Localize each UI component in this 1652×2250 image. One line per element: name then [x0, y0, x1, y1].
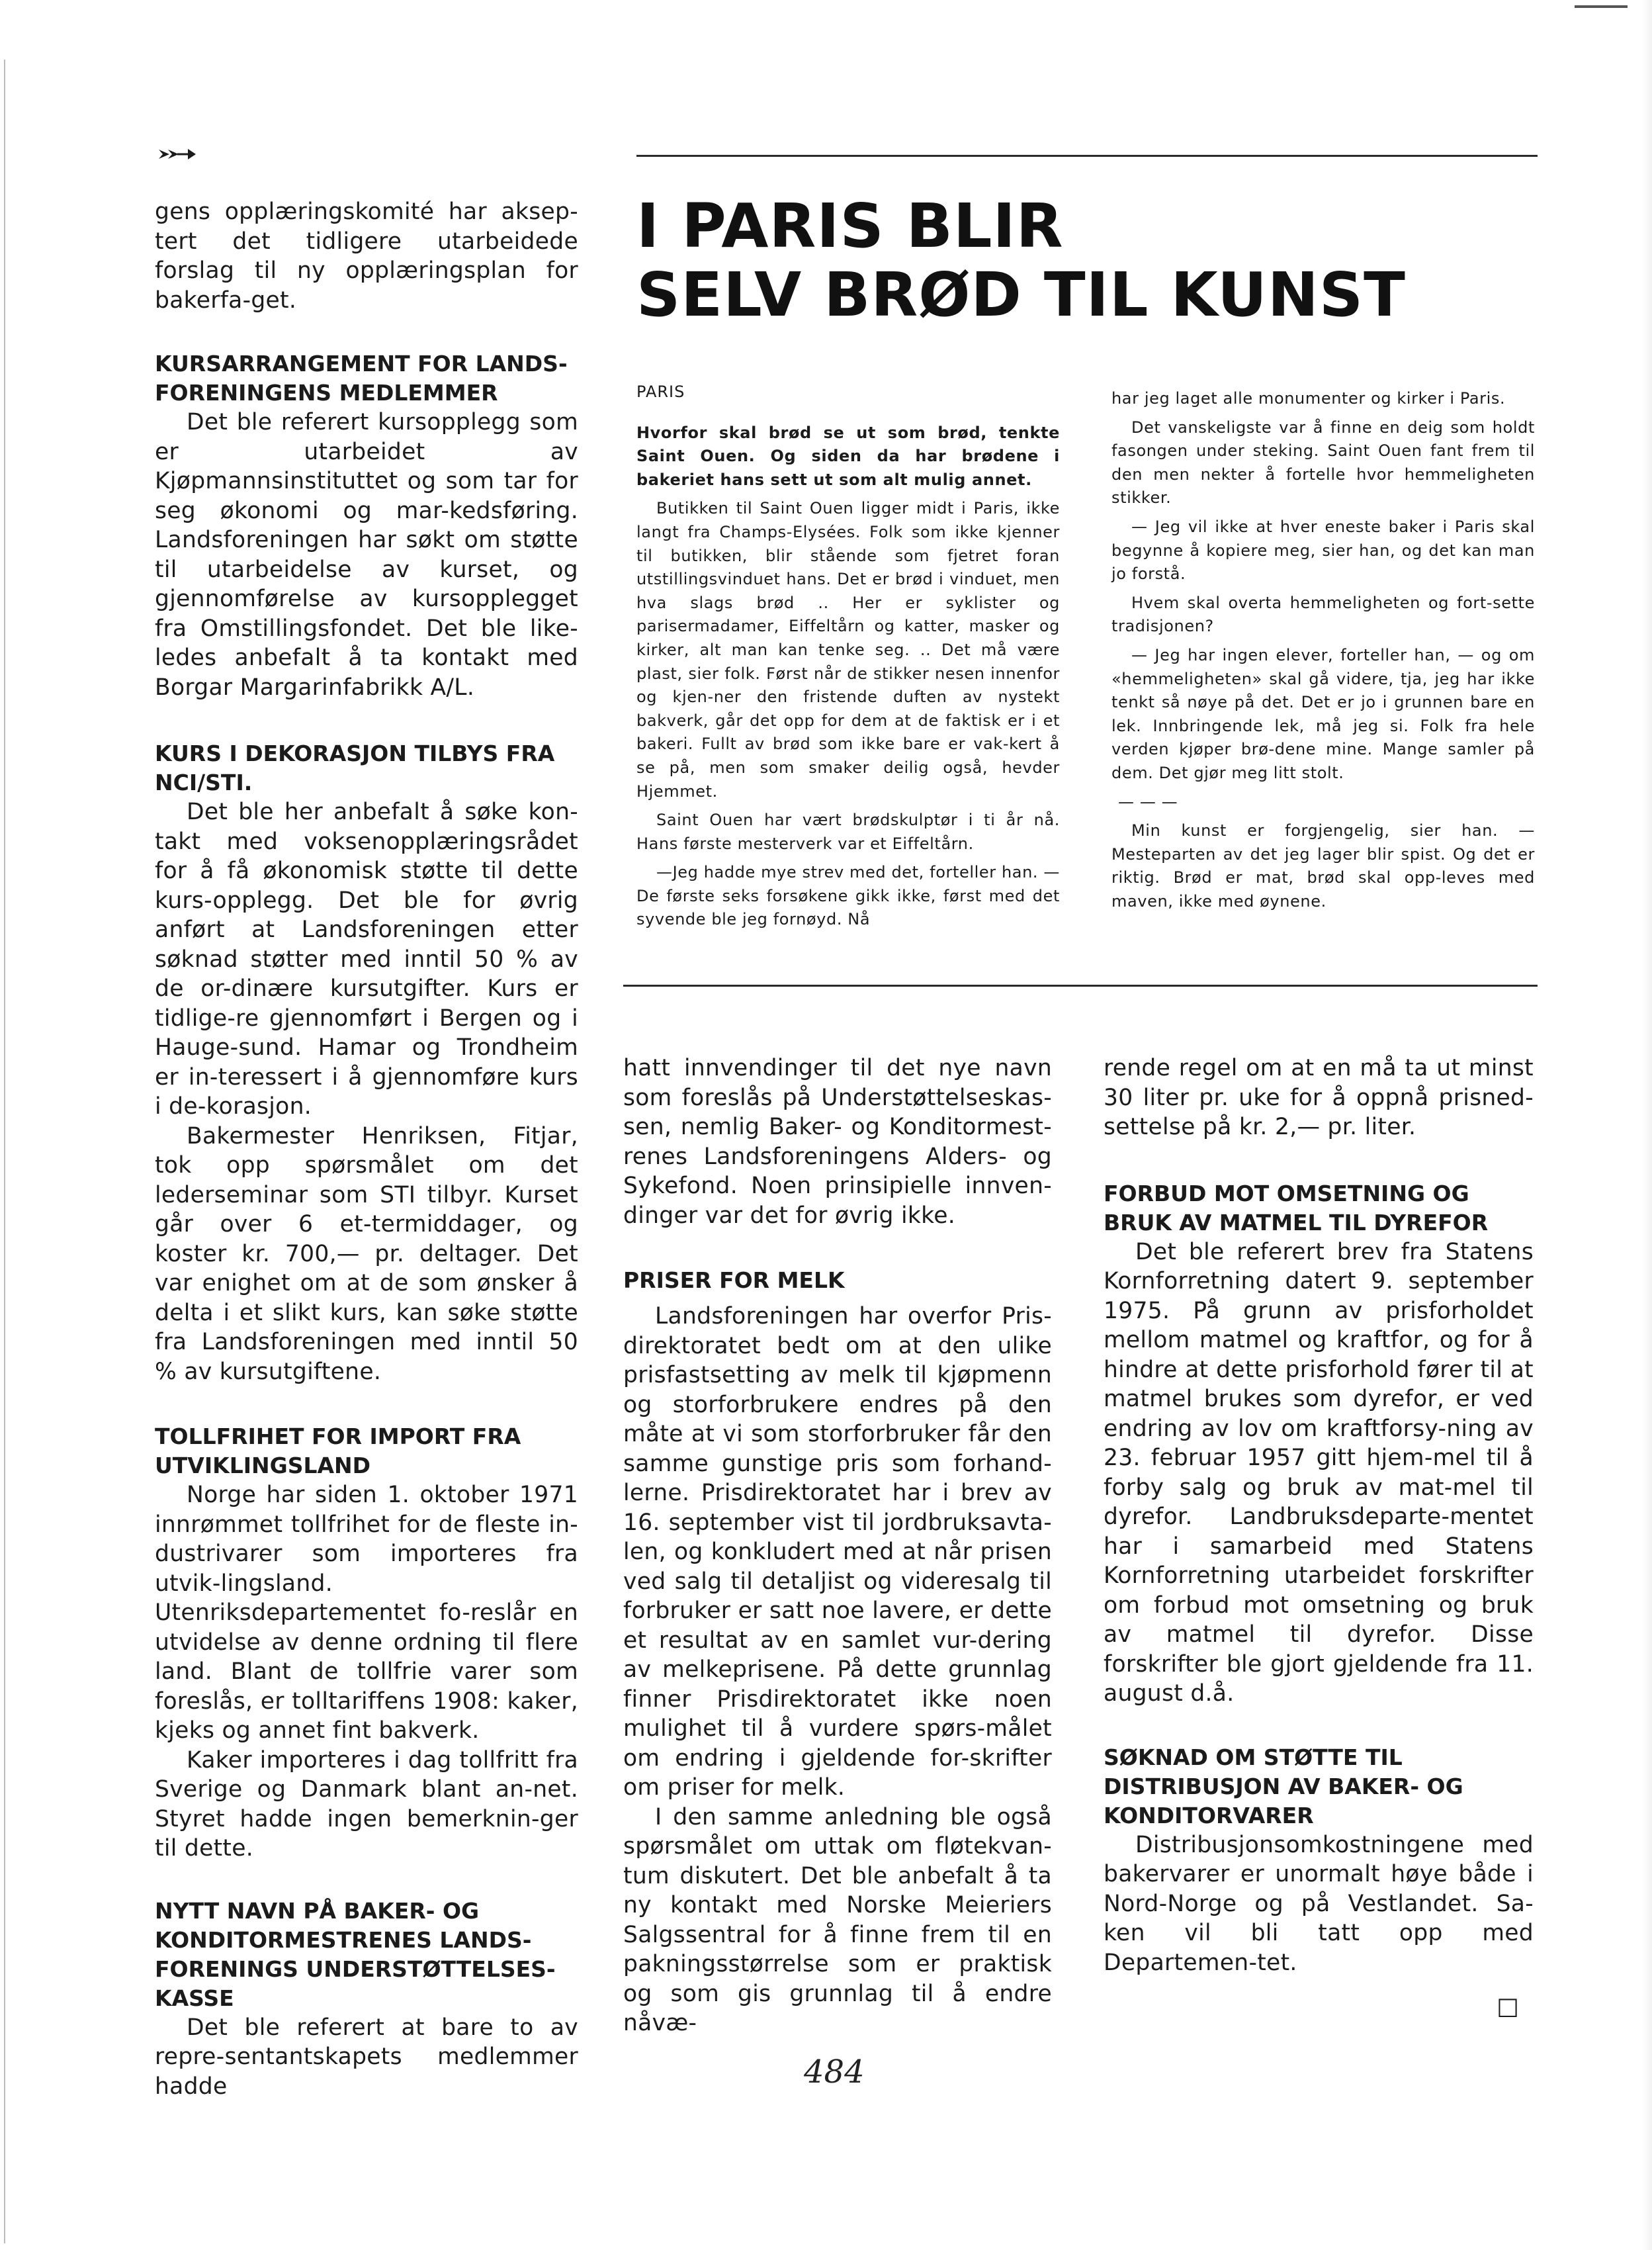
- article-title-line-1: I PARIS BLIR: [636, 191, 1064, 261]
- section-heading-tollfrihet: TOLLFRIHET FOR IMPORT FRA UTVIKLINGSLAND: [155, 1423, 521, 1478]
- scan-edge-line: [1601, 0, 1652, 2250]
- paragraph-priser-melk-1: Landsforeningen har overfor Pris-direktoratet bedt om at den ulike prisfastsetting av melk til kjøpmenn og storforbrukere endres på den måte at vi som storforbruker får den samme gunstige pris som forhand-lerne. Prisdirektoratet har i brev av 16. september vist til jordbruksavta-len, og konkludert med at når prisen ved salg til detaljist og videresalg til forbruker er satt noe lavere, er dette et resultat av en samlet vur-dering av melkeprisene. På dette grunnlag finner Prisdirektoratet ikke noen mulighet til å vurdere spørs-målet om endring i gjeldende for-skrifter om priser for melk.: [623, 1303, 1052, 1801]
- right-continuation: rende regel om at en må ta ut minst 30 liter pr. uke for å oppnå prisned-settelse på kr. 2,— pr. liter.: [1104, 1055, 1534, 1140]
- article-lead: Hvorfor skal brød se ut som brød, tenkte Saint Ouen. Og siden da har brødene i bakeriet hans sett ut som alt mulig annet.: [636, 423, 1060, 489]
- article-col1-paragraph-1: Butikken til Saint Ouen ligger midt i Paris, ikke langt fra Champs-Elysées. Folk som ikke kjenner til butikken, blir stående som fjetret foran utstillingsvinduet hans. Det er brød i vinduet, men hva slags brød .. Her er syklister og parisermadamer, Eiffeltårn og katter, masker og kirker, alt man kan tenke seg. .. Det må være plast, sier folk. Først når de stikker nesen innenfor og kjen-ner den fristende duften av nystekt bakverk, går det opp for dem at de faktisk er i et bakeri. Fullt av brød som ikke bare er vak-kert å se på, men som smaker deilig også, hevder Hjemmet.: [636, 499, 1060, 801]
- section-heading-nytt-navn: NYTT NAVN PÅ BAKER- OG KONDITORMESTRENES LANDS-FORENINGS UNDERSTØTTELSES-KASSE: [155, 1897, 556, 2011]
- paragraph-nytt-navn: Det ble referert at bare to av repre-sentantskapets medlemmer hadde: [155, 2014, 578, 2100]
- paragraph-tollfrihet-1: Norge har siden 1. oktober 1971 innrømmet tollfrihet for de fleste in-dustrivarer som importeres fra utvik-lingsland. Utenriksdepartementet fo-reslår en utvidelse av denne ordning til flere land. Blant de tollfrie varer som foreslås, er tolltariffens 1908: kaker, kjeks og annet fint bakverk.: [155, 1482, 578, 1744]
- article-col2-paragraph-1: har jeg laget alle monumenter og kirker i Paris.: [1111, 389, 1506, 408]
- section-heading-soknad: SØKNAD OM STØTTE TIL DISTRIBUSJON AV BAKER- OG KONDITORVARER: [1104, 1744, 1463, 1828]
- middle-column: [623, 1054, 1052, 2038]
- paragraph-dekorasjon-2: Bakermester Henriksen, Fitjar, tok opp spørsmålet om det lederseminar som STI tilbyr. Kurset går over 6 et-termiddager, og koster kr. 700,— pr. deltager. Det var enighet om at de som ønsker å delta i et slikt kurs, kan søke støtte fra Landsforeningen med inntil 50 % av kursutgiftene.: [155, 1122, 578, 1385]
- article-col2-paragraph-3: — Jeg vil ikke at hver eneste baker i Paris skal begynne å kopiere meg, sier han, og det kan man jo forstå.: [1111, 517, 1535, 584]
- section-heading-kursarrangement: KURSARRANGEMENT FOR LANDS-FORENINGENS MEDLEMMER: [155, 351, 568, 406]
- section-heading-forbud: FORBUD MOT OMSETNING OG BRUK AV MATMEL TIL DYREFOR: [1104, 1180, 1489, 1236]
- right-column: [1104, 1054, 1534, 1977]
- article-col2-separator: — — —: [1118, 792, 1178, 811]
- double-arrow-icon: [159, 147, 196, 164]
- middle-continuation: hatt innvendinger til det nye navn som foreslås på Understøttelseskas-sen, nemlig Baker- og Konditormest-renes Landsforeningens Alders- og Sykefond. Noen prinsipielle innven-dinger var det for øvrig ikke.: [623, 1055, 1052, 1229]
- paragraph-priser-melk-2: I den samme anledning ble også spørsmålet om uttak om fløtekvan-tum diskutert. Det ble anbefalt å ta ny kontakt med Norske Meieriers Salgssentral for å finne frem til en pakningsstørrelse som er praktisk og som gis grunnlag til å endre nåvæ-: [623, 1803, 1052, 2036]
- article-dateline: PARIS: [636, 382, 685, 401]
- left-intro-paragraph: gens opplæringskomité har aksep-tert det tidligere utarbeidede forslag til ny opplæringsplan for bakerfa-get.: [155, 199, 578, 314]
- article-col1-paragraph-2: Saint Ouen har vært brødskulptør i ti år nå. Hans første mesterverk var et Eiffeltårn.: [636, 811, 1060, 853]
- article-col2-paragraph-2: Det vanskeligste var å finne en deig som holdt fasongen under steking. Saint Ouen fant frem til den men nekter å fortelle hvor hemmeligheten stikker.: [1111, 418, 1535, 508]
- page-number: 484: [804, 2053, 865, 2091]
- article-column-2: [1111, 387, 1535, 913]
- paragraph-soknad: Distribusjonsomkostningene med bakervarer er unormalt høye både i Nord-Norge og på Vestlandet. Sa-ken vil bli tatt opp med Departemen-tet.: [1104, 1831, 1534, 1976]
- scan-left-edge: [4, 60, 5, 2243]
- article-title: [636, 192, 1549, 330]
- paragraph-tollfrihet-2: Kaker importeres i dag tollfritt fra Sverige og Danmark blant an-net. Styret hadde ingen bemerknin-ger til dette.: [155, 1746, 578, 1862]
- article-top-rule: [636, 155, 1538, 157]
- article-column-1: [636, 381, 1060, 932]
- section-heading-dekorasjon: KURS I DEKORASJON TILBYS FRA NCI/STI.: [155, 741, 555, 795]
- article-col1-paragraph-3: —Jeg hadde mye strev med det, forteller han. — De første seks forsøkene gikk ikke, først med det syvende ble jeg fornøyd. Nå: [636, 863, 1060, 929]
- paragraph-dekorasjon-1: Det ble her anbefalt å søke kon-takt med voksenopplæringsrådet for å få økonomisk støtte til dette kurs-opplegg. Det ble for øvrig anført at Landsforeningen etter søknad støtter med inntil 50 % av de or-dinære kursutgifter. Kurs er tidlige-re gjennomført i Bergen og i Hauge-sund. Hamar og Trondheim er in-teressert i å gjennomføre kurs i de-korasjon.: [155, 799, 578, 1120]
- section-heading-priser-melk: PRISER FOR MELK: [623, 1267, 845, 1293]
- paragraph-kursarrangement: Det ble referert kursopplegg som er utarbeidet av Kjøpmannsinstituttet og som tar for seg økonomi og mar-kedsføring. Landsforeningen har søkt om støtte til utarbeidelse av kurset, og gjennomførelse av kursopplegget fra Omstillingsfondet. Det ble like-ledes anbefalt å ta kontakt med Borgar Margarinfabrikk A/L.: [155, 409, 578, 701]
- article-title-line-2: SELV BRØD TIL KUNST: [636, 259, 1406, 330]
- left-column: [155, 197, 578, 2101]
- article-col2-paragraph-4: Hvem skal overta hemmeligheten og fort-sette tradisjonen?: [1111, 593, 1535, 636]
- end-marker: ☐: [1497, 1994, 1520, 2023]
- paragraph-forbud: Det ble referert brev fra Statens Kornforretning datert 9. september 1975. På grunn av prisforholdet mellom matmel og kraftfor, og for å hindre at dette prisforhold fører til at matmel brukes som dyrefor, er ved endring av lov om kraftforsy-ning av 23. februar 1957 gitt hjem-mel til å forby salg og bruk av mat-mel til dyrefor. Landbruksdeparte-mentet har i samarbeid med Statens Kornforretning utarbeidet forskrifter om forbud mot omsetning og bruk av matmel til dyrefor. Disse forskrifter ble gjort gjeldende fra 11. august d.å.: [1104, 1238, 1534, 1707]
- scan-corner-mark: [1575, 5, 1628, 8]
- article-col2-paragraph-6: Min kunst er forgjengelig, sier han. — Mesteparten av det jeg lager blir spist. Og det er riktig. Brød er mat, brød skal opp-leves med maven, ikke med øynene.: [1111, 821, 1535, 911]
- article-col2-paragraph-5: — Jeg har ingen elever, forteller han, — og om «hemmeligheten» skal gå videre, tja, jeg har ikke tenkt så nøye på det. Det er jo i grunnen bare en lek. Innbringende lek, må jeg si. Folk fra hele verden kjøper brø-dene mine. Mange samler på dem. Det gjør meg litt stolt.: [1111, 645, 1535, 782]
- article-bottom-rule: [623, 985, 1538, 987]
